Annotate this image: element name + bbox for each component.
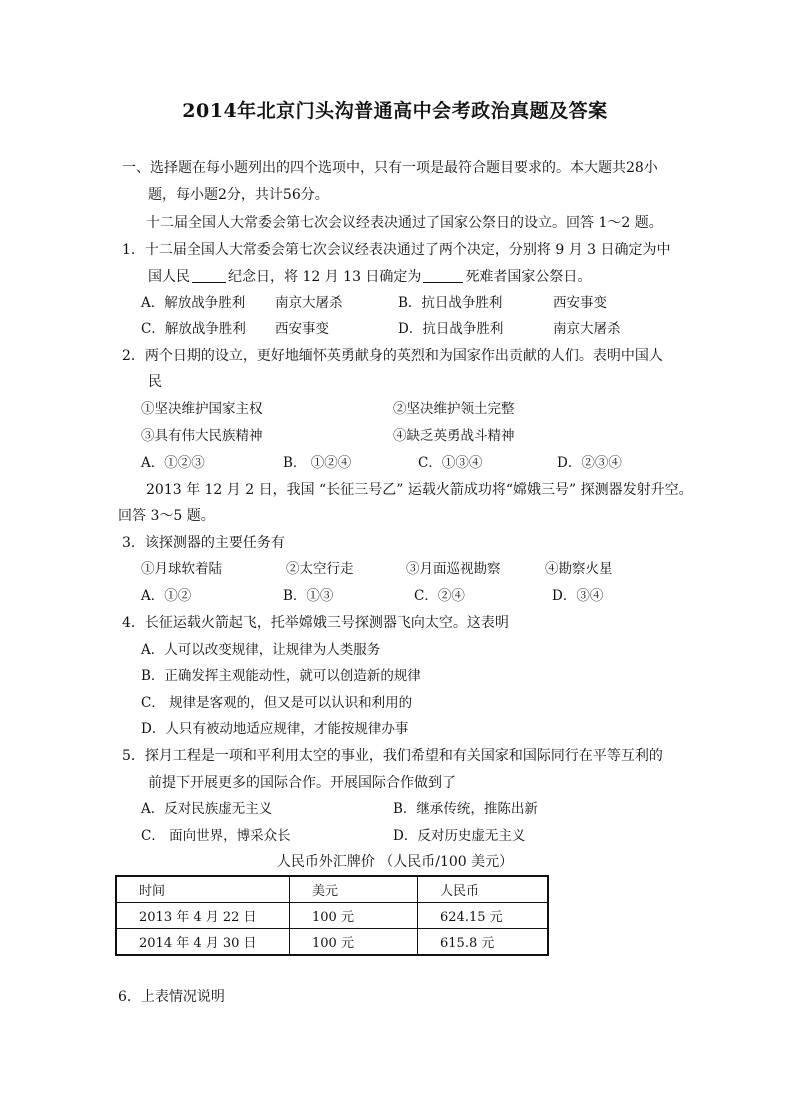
q2-option-c: C．①③④: [418, 455, 483, 471]
q4-option-a: A．人可以改变规律，让规律为人类服务: [141, 642, 381, 658]
q4-option-d: D．人只有被动地适应规律，才能按规律办事: [141, 721, 409, 737]
q1-option-d-2: 南京大屠杀: [553, 321, 621, 337]
q1-stem-line2: [148, 267, 591, 287]
q3-statement-4: ④勘察火星: [545, 561, 613, 577]
table-header-cell: 时间: [116, 876, 290, 903]
q2-option-a: A．①②③: [141, 455, 205, 471]
q3-option-c: C．②④: [414, 588, 465, 604]
q2-stem-line2: 民: [148, 374, 162, 390]
q3-option-d: D．③④: [552, 588, 604, 604]
q5-option-a: A．反对民族虚无主义: [141, 801, 273, 817]
table-cell: 2014 年 4 月 30 日: [116, 929, 290, 956]
q4-option-c: C． 规律是客观的，但又是可以认识和利用的: [141, 695, 413, 711]
q4-option-b: B．正确发挥主观能动性，就可以创造新的规律: [141, 668, 421, 684]
intro-q3-5-line1: 2013 年 12 月 2 日，我国 “长征三号乙” 运载火箭成功将“嫦娥三号” 探测器发射升空。: [146, 482, 693, 498]
q2-statement-4: ④缺乏英勇战斗精神: [393, 428, 515, 444]
q2-stem-line1: 2．两个日期的设立，更好地缅怀英勇献身的英烈和为国家作出贡献的人们。表明中国人: [122, 348, 663, 364]
q3-stem: 3．该探测器的主要任务有: [122, 535, 285, 551]
exchange-rate-table: [115, 875, 549, 956]
q2-statement-2: ②坚决维护领土完整: [393, 401, 515, 417]
q3-statement-1: ①月球软着陆: [141, 561, 222, 577]
q5-stem-line1: 5．探月工程是一项和平利用太空的事业，我们希望和有关国家和国际同行在平等互利的: [122, 748, 663, 764]
q5-option-b: B．继承传统，推陈出新: [393, 801, 538, 817]
q5-option-d: D．反对历史虚无主义: [393, 828, 526, 844]
q1-blank-2: [423, 268, 463, 283]
q3-statement-3: ③月面巡视勘察: [406, 561, 501, 577]
q5-option-c: C． 面向世界，博采众长: [141, 828, 291, 844]
table-caption: 人民币外汇牌价 （人民币/100 美元）: [276, 854, 514, 870]
table-cell: 615.8 元: [418, 929, 549, 956]
section-heading-line1: 一、选择题在每小题列出的四个选项中，只有一项是最符合题目要求的。本大题共28小: [122, 160, 658, 176]
q1-text-a: 国人民: [148, 269, 190, 285]
q1-option-a-2: 南京大屠杀: [275, 295, 343, 311]
table-cell: 624.15 元: [418, 903, 549, 929]
table-cell: 100 元: [290, 903, 418, 929]
q1-option-b-2: 西安事变: [553, 295, 607, 311]
q1-blank-1: [192, 268, 226, 283]
table-header-cell: 人民币: [418, 876, 549, 903]
q3-statement-2: ②太空行走: [286, 561, 354, 577]
intro-q1-2: 十二届全国人大常委会第七次会议经表决通过了国家公祭日的设立。回答 1～2 题。: [146, 215, 663, 231]
q1-option-c: C．解放战争胜利: [141, 321, 246, 337]
q4-stem: 4．长征运载火箭起飞，托举嫦娥三号探测器飞向太空。这表明: [122, 615, 509, 631]
q1-text-b: 纪念日，将 12 月 13 日确定为: [228, 269, 422, 285]
q6-stem: 6．上表情况说明: [118, 989, 225, 1005]
table-row: [116, 929, 548, 956]
table-row: [116, 903, 548, 929]
table-header-row: [116, 876, 548, 903]
q1-option-b: B．抗日战争胜利: [398, 295, 503, 311]
q1-stem-line1: 1．十二届全国人大常委会第七次会议经表决通过了两个决定，分别将 9 月 3 日确定为中: [122, 242, 671, 258]
q1-text-c: 死难者国家公祭日。: [465, 269, 592, 285]
q1-option-d: D．抗日战争胜利: [398, 321, 504, 337]
table-cell: 100 元: [290, 929, 418, 956]
q2-option-d: D．②③④: [557, 455, 622, 471]
q5-stem-line2: 前提下开展更多的国际合作。开展国际合作做到了: [148, 775, 456, 791]
table-header-cell: 美元: [290, 876, 418, 903]
q3-option-b: B．①③: [283, 588, 334, 604]
q1-option-c-2: 西安事变: [275, 321, 329, 337]
q1-option-a: A．解放战争胜利: [141, 295, 246, 311]
q2-option-b: B． ①②④: [283, 455, 352, 471]
table-cell: 2013 年 4 月 22 日: [116, 903, 290, 929]
q2-statement-1: ①坚决维护国家主权: [141, 401, 263, 417]
q2-statement-3: ③具有伟大民族精神: [141, 428, 263, 444]
q3-option-a: A．①②: [141, 588, 192, 604]
section-heading-line2: 题，每小题2分，共计56分。: [148, 187, 329, 203]
page-title: 2014年北京门头沟普通高中会考政治真题及答案: [182, 100, 608, 122]
intro-q3-5-line2: 回答 3～5 题。: [118, 508, 215, 524]
